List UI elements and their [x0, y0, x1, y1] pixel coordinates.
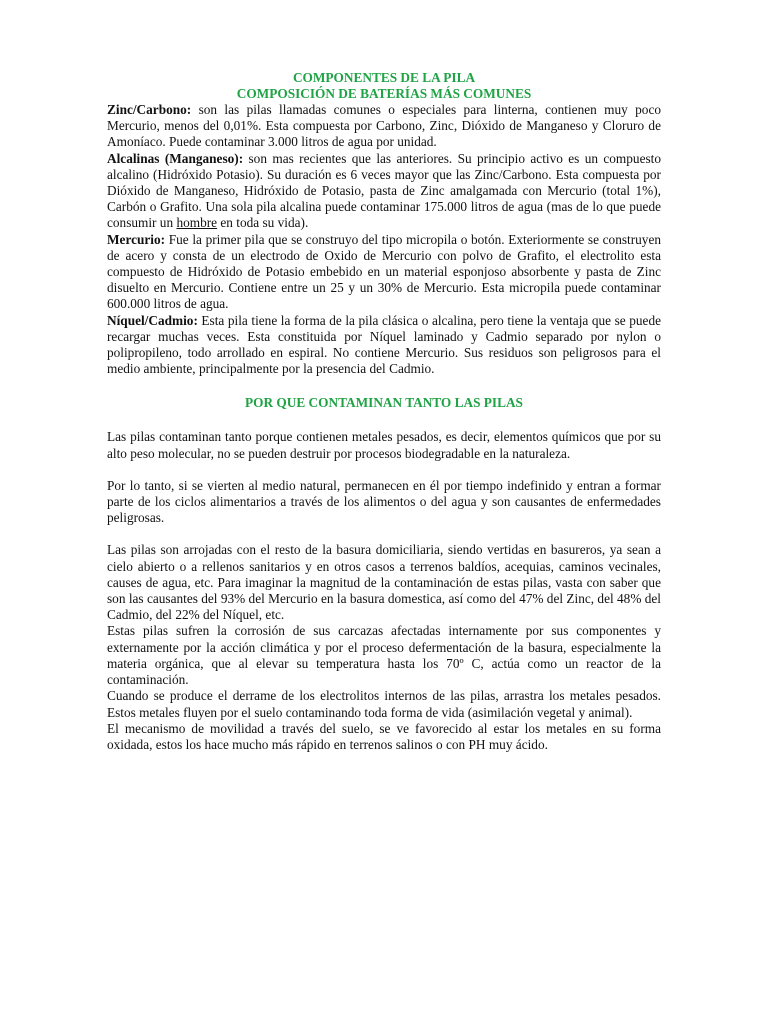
document-content — [107, 70, 661, 753]
paragraph-niquel-cadmio — [107, 313, 661, 378]
paragraph-por-lo-tanto: Por lo tanto, si se vierten al medio natural, permanecen en él por tiempo indefinido y entran a formar parte de los ciclos alimentarios a través de los alimentos o del agua y son causantes de enfermedades peligrosas. — [107, 477, 661, 526]
paragraph-movilidad: El mecanismo de movilidad a través del suelo, se ve favorecido al estar los metales en su forma oxidada, estos los hace mucho más rápido en terrenos salinos o con PH muy ácido. — [107, 720, 661, 752]
link-hombre[interactable]: hombre — [176, 215, 218, 231]
paragraph-corrosion: Estas pilas sufren la corrosión de sus carcazas afectadas internamente por sus componentes y externamente por la acción climática y por el proceso defermentación de la basura, especialmente la materia orgánica, que al elevar su temperatura hasta los 70º C, actúa como un reactor de la contaminación. — [107, 623, 661, 688]
paragraph-contaminan: Las pilas contaminan tanto porque contienen metales pesados, es decir, elementos químicos que por su alto peso molecular, no se pueden destruir por procesos biodegradable en la naturaleza. — [107, 429, 661, 461]
paragraph-arrojadas: Las pilas son arrojadas con el resto de la basura domiciliaria, siendo vertidas en basureros, ya sean a cielo abierto o a rellenos sanitarios y en otros casos a terrenos baldíos, acequias, caminos vecinales, causes de agua, etc. Para imaginar la magnitud de la contaminación de estas pilas, vasta con saber que son las causantes del 93% del Mercurio en la basura domestica, así como del 47% del Zinc, del 48% del Cadmio, del 22% del Níquel, etc. — [107, 542, 661, 623]
text-alcalinas-before: son mas recientes que las anteriores. Su principio activo es un compuesto alcalino (Hidróxido Potasio). Su duración es 6 veces mayor que las Zinc/Carbono. Esta compuesta por Dióxido de Manganeso, Hidróxido de Potasio, pasta de Zinc amalgamada con Mercurio (total 1%), Carbón o Grafito. Una sola pila alcalina puede contaminar 175.000 litros de agua (mas de lo que puede consumir un — [107, 150, 661, 231]
term-zinc-carbono: Zinc/Carbono: — [107, 102, 192, 117]
title-composicion: COMPOSICIÓN DE BATERÍAS MÁS COMUNES — [236, 86, 532, 101]
title-por-que-contaminan: POR QUE CONTAMINAN TANTO LAS PILAS — [245, 395, 523, 411]
title-componentes: COMPONENTES DE LA PILA — [292, 70, 476, 85]
text-alcalinas-after: en toda su vida). — [217, 215, 309, 231]
term-mercurio: Mercurio: — [107, 231, 166, 247]
text-mercurio: Fue la primer pila que se construyo del tipo micropila o botón. Exteriormente se construyen de acero y consta de un electrodo de Oxido de Mercurio con polvo de Grafito, el electrolito esta compuesto de Hidróxido de Potasio embebido en un material esponjoso absorbente y pasta de Zinc disuelto en Mercurio. Contiene entre un 25 y un 30% de Mercurio. Esta micropila puede contaminar 600.000 litros de agua. — [107, 231, 661, 312]
text-niquel-cadmio: Esta pila tiene la forma de la pila clásica o alcalina, pero tiene la ventaja que se puede recargar muchas veces. Esta constituida por Níquel laminado y Cadmio separado por nylon o polipropileno, todo arrollado en espiral. No contiene Mercurio. Sus residuos son peligrosos para el medio ambiente, principalmente por la presencia del Cadmio. — [107, 312, 661, 377]
paragraph-alcalinas — [107, 151, 661, 232]
text-zinc-carbono: son las pilas llamadas comunes o especiales para linterna, contienen muy poco Mercurio, menos del 0,01%. Esta compuesta por Carbono, Zinc, Dióxido de Manganeso y Cloruro de Amoníaco. Puede contaminar 3.000 litros de agua por unidad. — [107, 102, 661, 150]
term-alcalinas: Alcalinas (Manganeso): — [107, 150, 244, 166]
paragraph-mercurio — [107, 232, 661, 313]
paragraph-zinc-carbono — [107, 102, 661, 151]
term-niquel-cadmio: Níquel/Cadmio: — [107, 312, 198, 328]
paragraph-derrame: Cuando se produce el derrame de los electrolitos internos de las pilas, arrastra los metales pesados. Estos metales fluyen por el suelo contaminando toda forma de vida (asimilación vegetal y animal). — [107, 688, 661, 720]
